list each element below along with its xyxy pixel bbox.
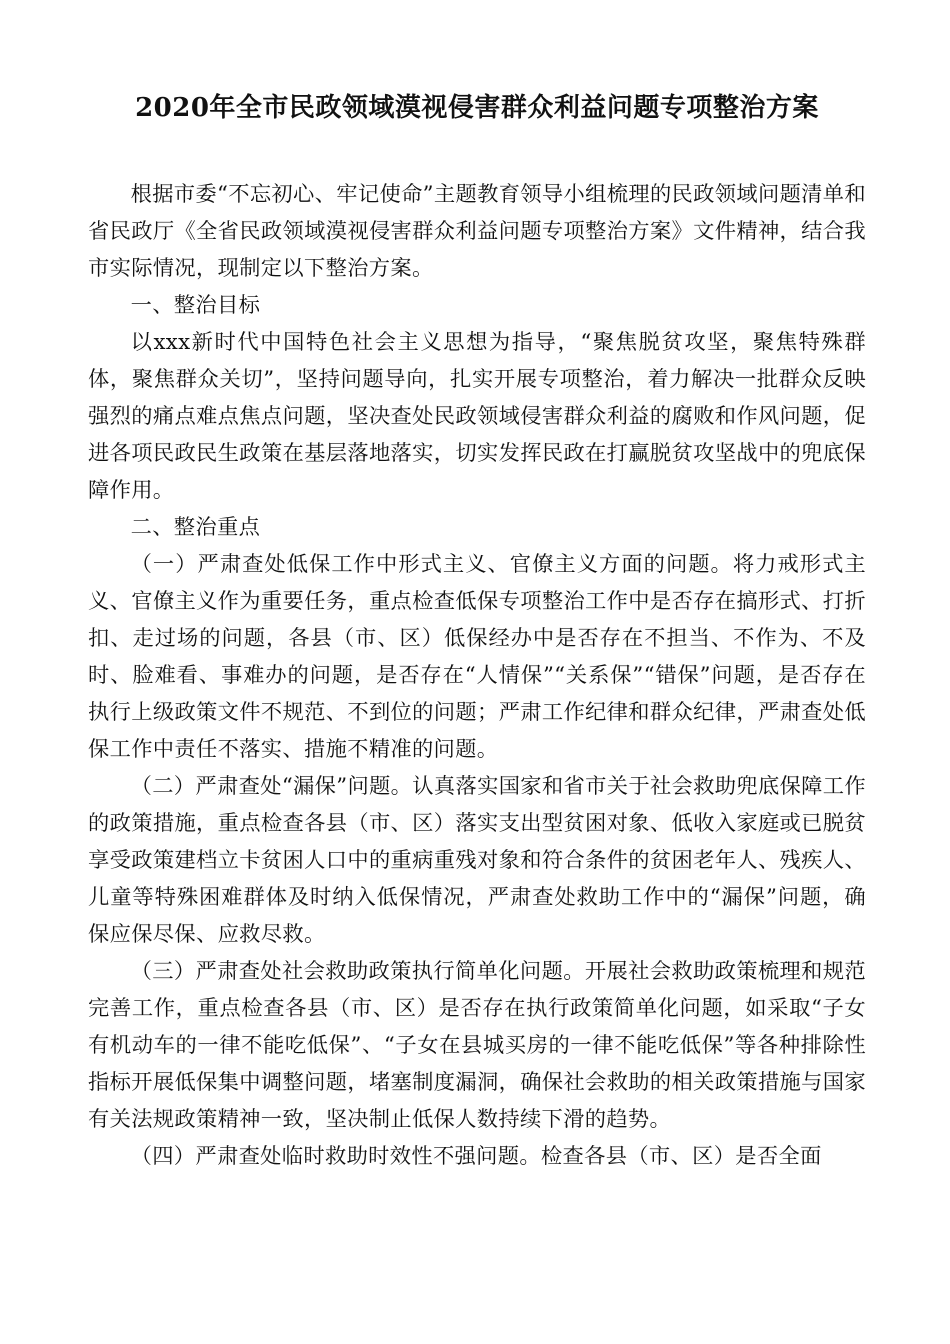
document-body [88,176,866,1175]
focus-item-3-paragraph: （三）严肃查处社会救助政策执行简单化问题。开展社会救助政策梳理和规范完善工作，重点检查各县（市、区）是否存在执行政策简单化问题，如采取“子女有机动车的一律不能吃低保”、“子女在县城买房的一律不能吃低保”等各种排除性指标开展低保集中调整问题，堵塞制度漏洞，确保社会救助的相关政策措施与国家有关法规政策精神一致，坚决制止低保人数持续下滑的趋势。 [88,959,866,1132]
section-heading-goals: 一、整治目标 [130,293,261,318]
focus-item-1-paragraph: （一）严肃查处低保工作中形式主义、官僚主义方面的问题。将力戒形式主义、官僚主义作为重要任务，重点检查低保专项整治工作中是否存在搞形式、打折扣、走过场的问题，各县（市、区）低保经办中是否存在不担当、不作为、不及时、脸难看、事难办的问题，是否存在“人情保”“关系保”“错保”问题，是否存在执行上级政策文件不规范、不到位的问题；严肃工作纪律和群众纪律，严肃查处低保工作中责任不落实、措施不精准的问题。 [88,552,866,762]
goals-paragraph: 以xxx新时代中国特色社会主义思想为指导，“聚焦脱贫攻坚，聚焦特殊群体，聚焦群众关切”，坚持问题导向，扎实开展专项整治，着力解决一批群众反映强烈的痛点难点焦点问题，坚决查处民政领域侵害群众利益的腐败和作风问题，促进各项民政民生政策在基层落地落实，切实发挥民政在打赢脱贫攻坚战中的兜底保障作用。 [88,330,866,503]
section-heading-focus: 二、整治重点 [130,515,261,540]
intro-paragraph: 根据市委“不忘初心、牢记使命”主题教育领导小组梳理的民政领域问题清单和省民政厅《全省民政领域漠视侵害群众利益问题专项整治方案》文件精神，结合我市实际情况，现制定以下整治方案。 [88,182,866,281]
focus-item-2-paragraph: （二）严肃查处“漏保”问题。认真落实国家和省市关于社会救助兜底保障工作的政策措施，重点检查各县（市、区）落实支出型贫困对象、低收入家庭或已脱贫享受政策建档立卡贫困人口中的重病重残对象和符合条件的贫困老年人、残疾人、儿童等特殊困难群体及时纳入低保情况，严肃查处救助工作中的“漏保”问题，确保应保尽保、应救尽救。 [88,774,866,947]
document-page [88,90,866,1175]
document-title: 2020年全市民政领域漠视侵害群众利益问题专项整治方案 [135,93,819,123]
focus-item-4-paragraph: （四）严肃查处临时救助时效性不强问题。检查各县（市、区）是否全面 [130,1144,822,1169]
